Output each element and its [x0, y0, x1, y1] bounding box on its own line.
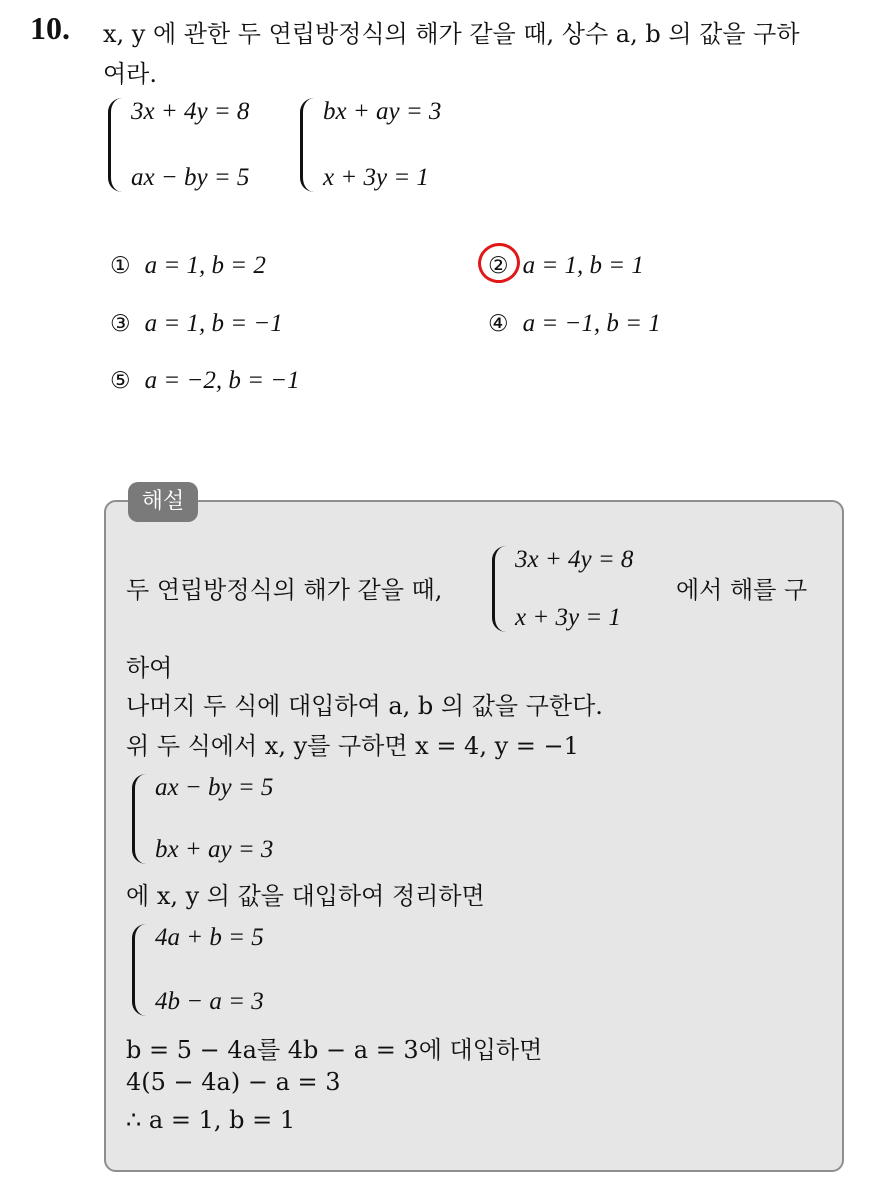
equation: x + 3y = 1 [323, 164, 429, 191]
solution-line: ∴ a = 1, b = 1 [126, 1106, 296, 1134]
solution-intro-after: 에서 해를 구 [676, 576, 808, 604]
equation: 3x + 4y = 8 [515, 546, 634, 573]
solution-line: 에 x, y 의 값을 대입하여 정리하면 [126, 882, 485, 910]
choice-1[interactable] [110, 252, 266, 280]
equation: bx + ay = 3 [323, 98, 442, 125]
choice-5[interactable] [110, 367, 300, 395]
solution-system-intro [492, 546, 633, 632]
brace-icon [300, 98, 317, 192]
solution-system-3 [132, 924, 264, 1016]
brace-icon [132, 774, 149, 864]
question-line-2: 여라. [103, 60, 157, 88]
equation: bx + ay = 3 [155, 836, 274, 863]
choice-text: a = 1, b = 2 [144, 252, 266, 279]
solution-intro-before: 두 연립방정식의 해가 같을 때, [126, 576, 443, 604]
solution-line: 하여 [126, 654, 173, 682]
equation: x + 3y = 1 [515, 604, 621, 631]
question-number: 10. [30, 10, 70, 46]
question-system-2 [300, 98, 441, 192]
choice-number: ② [488, 253, 509, 279]
equation: 3x + 4y = 8 [131, 98, 250, 125]
solution-line: 4(5 − 4a) − a = 3 [126, 1068, 341, 1096]
choice-text: a = −1, b = 1 [522, 310, 661, 337]
equation: ax − by = 5 [155, 774, 274, 801]
equation: 4a + b = 5 [155, 924, 264, 951]
solution-line: b = 5 − 4a를 4b − a = 3에 대입하면 [126, 1036, 543, 1064]
solution-line: 나머지 두 식에 대입하여 a, b 의 값을 구한다. [126, 692, 603, 720]
choice-text: a = 1, b = 1 [522, 252, 644, 279]
question-text [103, 14, 873, 94]
choice-3[interactable] [110, 310, 283, 338]
solution-system-2 [132, 774, 273, 864]
choice-number: ① [110, 253, 131, 279]
choice-number: ⑤ [110, 368, 131, 394]
choice-text: a = −2, b = −1 [144, 367, 300, 394]
choice-number: ④ [488, 311, 509, 337]
brace-icon [492, 546, 509, 632]
brace-icon [108, 98, 125, 192]
solution-tag: 해설 [128, 482, 198, 522]
choice-text: a = 1, b = −1 [144, 310, 283, 337]
equation: 4b − a = 3 [155, 988, 264, 1015]
question-system-1 [108, 98, 249, 192]
brace-icon [132, 924, 149, 1016]
question-line-1: x, y 에 관한 두 연립방정식의 해가 같을 때, 상수 a, b 의 값을 구하 [103, 20, 800, 48]
choice-4[interactable] [488, 310, 661, 338]
solution-line: 위 두 식에서 x, y를 구하면 x = 4, y = −1 [126, 732, 579, 760]
choice-number: ③ [110, 311, 131, 337]
equation: ax − by = 5 [131, 164, 250, 191]
